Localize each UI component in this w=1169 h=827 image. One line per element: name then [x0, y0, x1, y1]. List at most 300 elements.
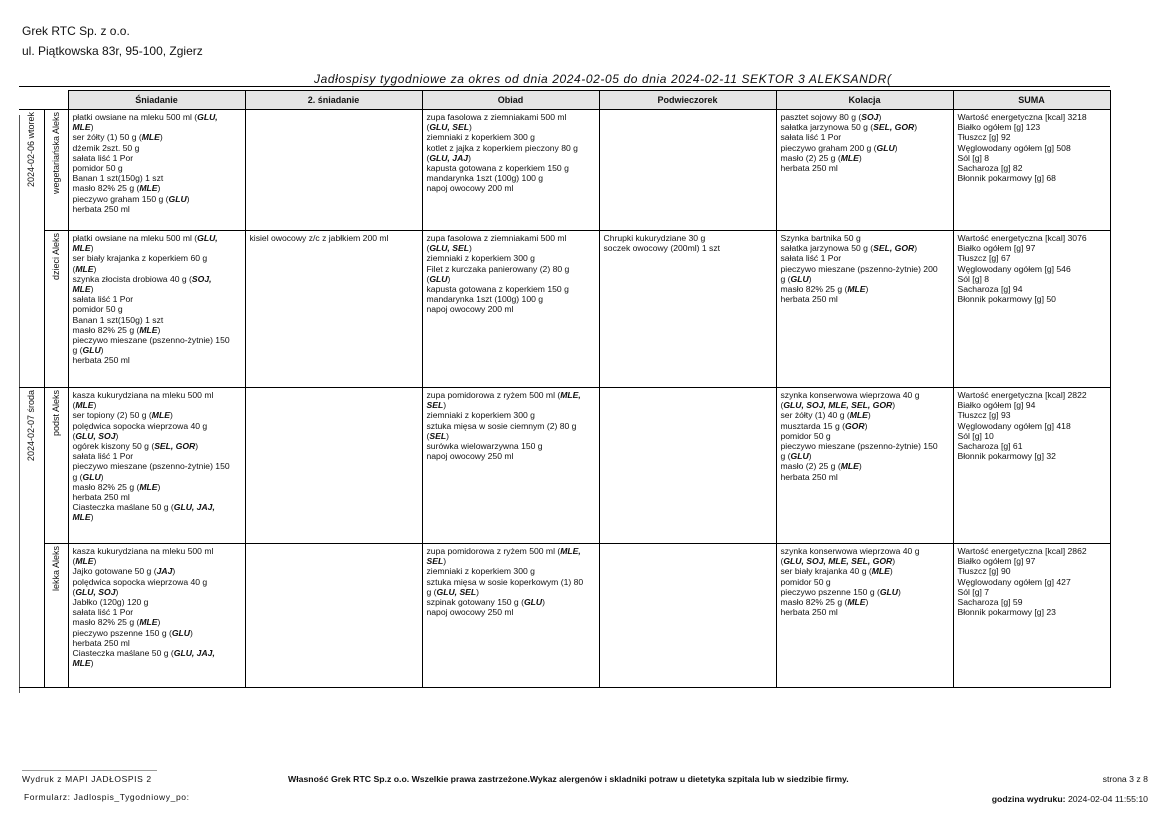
menu-line [958, 253, 1106, 263]
menu-line [73, 253, 241, 263]
item-text: Sacharoza [g] 82 [957, 163, 1023, 174]
menu-line [958, 243, 1106, 253]
menu-line [73, 502, 241, 512]
menu-line [250, 233, 418, 243]
item-text: Węglowodany ogółem [g] 418 [957, 420, 1071, 431]
item-text: pieczywo mieszane (pszenno-żytnie) 150 [72, 461, 230, 472]
allergen-code: SEL [429, 430, 447, 441]
item-text: ) [864, 420, 868, 431]
menu-line [73, 163, 241, 173]
item-text: ) [867, 410, 871, 421]
allergen-code: MLE [75, 400, 94, 411]
menu-line [781, 472, 949, 482]
item-text: Sacharoza [g] 59 [957, 597, 1023, 608]
item-text: Jabłko (120g) 120 g [72, 597, 149, 608]
allergen-code: GLU [171, 627, 191, 638]
item-text: ) [468, 152, 471, 163]
item-text: ) [90, 658, 94, 669]
item-text: ) [865, 284, 869, 295]
menu-line [781, 264, 949, 274]
item-text: ) [100, 471, 104, 482]
allergen-code: GLU [82, 471, 101, 482]
menu-line [781, 421, 949, 431]
item-text: ( [780, 400, 784, 411]
allergen-code: MLE [139, 481, 158, 492]
menu-line [427, 173, 595, 183]
allergen-code: MLE [847, 284, 866, 295]
item-text: Tłuszcz [g] 67 [957, 253, 1011, 264]
menu-line [73, 482, 241, 492]
menu-line [427, 566, 595, 576]
item-text: ziemniaki z koperkiem 300 g [426, 132, 535, 143]
second-breakfast-cell [245, 110, 422, 231]
menu-line [73, 183, 241, 193]
item-text: Ciasteczka maślane 50 g ( [72, 502, 174, 513]
item-text: ) [892, 556, 896, 567]
menu-line [427, 410, 595, 420]
item-text: herbata 250 ml [72, 492, 130, 503]
item-text: zupa fasolowa z ziemniakami 500 ml [426, 233, 567, 243]
diet-cell [44, 388, 68, 544]
allergen-code: GLU [879, 586, 899, 597]
footer-form: Formularz: Jadlospis_Tygodniowy_po: [24, 792, 190, 802]
diet-name: wegetariańska Aleks [50, 112, 61, 195]
menu-line [958, 400, 1106, 410]
menu-line [781, 233, 949, 243]
menu-line [781, 431, 949, 441]
item-text: ) [100, 345, 104, 356]
lunch-cell [422, 110, 599, 231]
dinner-cell [776, 388, 953, 544]
item-text: Błonnik pokarmowy [g] 68 [957, 173, 1056, 184]
menu-line [427, 577, 595, 587]
diet-name: dzieci Aleks [50, 233, 61, 281]
item-text: masło (2) 25 g ( [780, 152, 841, 163]
allergen-code: JAJ [156, 566, 173, 577]
item-text: ) [443, 400, 447, 411]
item-text: ( [426, 273, 430, 284]
item-text: Szynka bartnika 50 g [780, 233, 861, 243]
item-text: ) [914, 122, 918, 133]
allergen-code: GLU, JAJ [429, 152, 469, 163]
menu-line [427, 122, 595, 132]
item-text: ) [446, 430, 449, 441]
menu-line [427, 112, 595, 122]
menu-line [73, 325, 241, 335]
item-text: g ( [426, 586, 437, 597]
allergen-code: MLE [847, 597, 866, 608]
item-text: ziemniaki z koperkiem 300 g [426, 253, 535, 264]
item-text: masło 82% 25 g ( [72, 617, 140, 628]
menu-line [781, 132, 949, 142]
menu-line [427, 253, 595, 263]
menu-line [958, 421, 1106, 431]
menu-line [73, 132, 241, 142]
menu-line [958, 132, 1106, 142]
menu-line [781, 143, 949, 153]
menu-line [73, 233, 241, 243]
item-text: pieczywo mieszane (pszenno-żytnie) 200 [780, 263, 938, 274]
item-text: napoj owocowy 200 ml [426, 183, 514, 194]
allergen-code: SEL, GOR [154, 441, 196, 452]
item-text: Błonnik pokarmowy [g] 50 [957, 294, 1056, 305]
menu-line [781, 546, 949, 556]
menu-line [427, 441, 595, 451]
menu-line [73, 243, 241, 253]
diet-cell [44, 231, 68, 388]
allergen-code: GLU, JAJ, [173, 648, 215, 659]
item-text: masło 82% 25 g ( [72, 481, 140, 492]
column-header-breakfast: Śniadanie [68, 91, 245, 110]
item-text: sztuka mięsa w sosie ciemnym (2) 80 g [426, 420, 577, 431]
menu-line [73, 122, 241, 132]
menu-line [73, 577, 241, 587]
column-header-afternoon-snack: Podwieczorek [599, 91, 776, 110]
item-text: g ( [780, 451, 791, 462]
item-text: pomidor 50 g [780, 576, 831, 587]
menu-line [73, 294, 241, 304]
column-header-lunch: Obiad [422, 91, 599, 110]
item-text: ziemniaki z koperkiem 300 g [426, 566, 535, 577]
item-text: Tłuszcz [g] 90 [957, 566, 1011, 577]
item-text: zupa pomidorowa z ryżem 500 ml ( [426, 546, 561, 556]
menu-line [73, 355, 241, 365]
menu-line [958, 566, 1106, 576]
menu-line [781, 451, 949, 461]
menu-line [427, 153, 595, 163]
menu-line [427, 597, 595, 607]
item-text: sałata liść 1 Por [72, 607, 134, 618]
allergen-code: GLU, SEL [436, 586, 477, 597]
company-name: Grek RTC Sp. z o.o. [22, 24, 130, 38]
menu-line [73, 143, 241, 153]
item-text: herbata 250 ml [72, 637, 130, 648]
item-text: ) [90, 512, 94, 523]
item-text: ) [542, 597, 545, 608]
item-text: herbata 250 ml [72, 355, 130, 366]
item-text: pieczywo pszenne 150 g ( [780, 586, 880, 597]
item-text: ) [443, 556, 447, 567]
menu-row [19, 388, 1110, 544]
company-address: ul. Piątkowska 83r, 95-100, Zgierz [22, 44, 203, 58]
allergen-code: GLU [82, 345, 101, 356]
allergen-code: SEL, GOR [873, 243, 915, 254]
menu-line [604, 233, 772, 243]
menu-line [958, 451, 1106, 461]
item-text: Filet z kurczaka panierowany (2) 80 g [426, 263, 570, 274]
day-date: 2024-02-06 wtorek [26, 112, 37, 188]
item-text: Sól [g] 8 [957, 152, 990, 163]
menu-line [781, 294, 949, 304]
item-text: mandarynka 1szt (100g) 100 g [426, 294, 544, 305]
menu-line [958, 390, 1106, 400]
item-text: masło 82% 25 g ( [72, 183, 140, 194]
item-text: ( [72, 263, 76, 274]
item-text: szynka konserwowa wieprzowa 40 g [780, 390, 920, 400]
allergen-code: MLE [75, 263, 94, 274]
item-text: ) [93, 556, 97, 567]
menu-line [73, 597, 241, 607]
item-text: masło 82% 25 g ( [780, 284, 848, 295]
item-text: Sól [g] 8 [957, 273, 990, 284]
menu-line [958, 546, 1106, 556]
allergen-code: GLU, [197, 233, 218, 243]
item-text: kotlet z jajka z koperkiem pieczony 80 g [426, 142, 578, 153]
menu-line [781, 122, 949, 132]
item-text: herbata 250 ml [72, 203, 130, 214]
diet-name: lekka Aleks [50, 546, 61, 592]
item-text: ) [476, 586, 480, 597]
menu-line [781, 400, 949, 410]
day-date-cell [19, 388, 44, 688]
menu-row [19, 231, 1110, 388]
allergen-code: GLU, JAJ, [173, 502, 215, 513]
item-text: kasza kukurydziana na mleku 500 ml [72, 390, 214, 400]
allergen-code: GLU [790, 451, 809, 462]
frame-top-line [19, 86, 1110, 87]
item-text: Białko ogółem [g] 123 [957, 122, 1041, 133]
menu-line [73, 274, 241, 284]
menu-line [73, 390, 241, 400]
menu-line [73, 421, 241, 431]
allergen-code: MLE [871, 566, 890, 577]
menu-line [427, 132, 595, 142]
day-date-cell [19, 110, 44, 388]
allergen-code: MLE [849, 410, 868, 421]
menu-line [958, 233, 1106, 243]
item-text: sztuka mięsa w sosie koperkowym (1) 80 [426, 576, 584, 587]
item-text: ) [115, 586, 119, 597]
menu-line [958, 431, 1106, 441]
menu-line [781, 461, 949, 471]
allergen-code: GLU, SEL [429, 243, 470, 254]
item-text: sałatka jarzynowa 50 g ( [780, 243, 874, 254]
menu-line [427, 143, 595, 153]
menu-line [781, 410, 949, 420]
item-text: Wartość energetyczna [kcal] 3218 [957, 112, 1087, 122]
item-text: ) [447, 273, 451, 284]
item-text: herbata 250 ml [780, 607, 838, 618]
item-text: Tłuszcz [g] 92 [957, 132, 1011, 143]
menu-line [958, 173, 1106, 183]
afternoon-snack-cell [599, 544, 776, 688]
allergen-code: MLE [151, 410, 170, 421]
item-text: ) [858, 461, 862, 472]
menu-line [781, 163, 949, 173]
breakfast-cell [68, 388, 245, 544]
item-text: polędwica sopocka wieprzowa 40 g [72, 576, 208, 587]
item-text: ) [858, 152, 862, 163]
menu-line [958, 284, 1106, 294]
menu-line [958, 143, 1106, 153]
header-blank [44, 91, 68, 110]
item-text: ) [159, 132, 163, 143]
menu-line [604, 243, 772, 253]
allergen-code: GLU [790, 273, 809, 284]
breakfast-cell [68, 544, 245, 688]
menu-line [781, 566, 949, 576]
item-text: Węglowodany ogółem [g] 508 [957, 142, 1071, 153]
footer-line [22, 770, 157, 771]
menu-line [73, 451, 241, 461]
menu-line [958, 294, 1106, 304]
menu-line [73, 628, 241, 638]
menu-line [427, 451, 595, 461]
menu-line [73, 112, 241, 122]
item-text: sałata liść 1 Por [72, 294, 134, 305]
document-title: Jadłospisy tygodniowe za okres od dnia 2024-02-05 do dnia 2024-02-11 SEKTOR 3 ALEKSANDR( [314, 72, 892, 86]
item-text: Banan 1 szt(150g) 1 szt [72, 173, 164, 184]
allergen-code: GLU [429, 273, 448, 284]
item-text: ( [72, 586, 76, 597]
menu-line [427, 390, 595, 400]
allergen-code: MLE [141, 132, 160, 143]
item-text: Błonnik pokarmowy [g] 32 [957, 451, 1056, 462]
menu-line [427, 284, 595, 294]
menu-line [73, 658, 241, 668]
allergen-code: MLE, [560, 546, 581, 556]
allergen-code: SOJ [861, 112, 879, 122]
allergen-code: MLE, [560, 390, 581, 400]
item-text: ) [865, 597, 869, 608]
day-date: 2024-02-07 środa [26, 390, 37, 462]
item-text: pieczywo mieszane (pszenno-żytnie) 150 [72, 335, 230, 346]
diet-cell [44, 544, 68, 688]
item-text: napoj owocowy 250 ml [426, 607, 514, 618]
item-text: Tłuszcz [g] 93 [957, 410, 1011, 421]
item-text: Wartość energetyczna [kcal] 2862 [957, 546, 1087, 556]
menu-line [958, 122, 1106, 132]
item-text: ) [93, 263, 97, 274]
allergen-code: SOJ, [191, 273, 212, 284]
menu-line [73, 194, 241, 204]
allergen-code: MLE [840, 152, 859, 163]
menu-line [427, 400, 595, 410]
item-text: Białko ogółem [g] 97 [957, 243, 1036, 254]
menu-line [781, 284, 949, 294]
afternoon-snack-cell [599, 110, 776, 231]
menu-line [73, 617, 241, 627]
dinner-cell [776, 110, 953, 231]
item-text: pomidor 50 g [72, 304, 123, 315]
menu-line [73, 173, 241, 183]
allergen-code: GLU [876, 142, 895, 153]
item-text: g ( [780, 273, 791, 284]
breakfast-cell [68, 110, 245, 231]
item-text: ( [72, 430, 76, 441]
allergen-code: MLE [840, 461, 859, 472]
menu-line [73, 556, 241, 566]
second-breakfast-cell [245, 231, 422, 388]
menu-line [427, 556, 595, 566]
item-text: Sól [g] 10 [957, 430, 994, 441]
item-text: dżemik 2szt. 50 g [72, 142, 140, 153]
print-time-label: godzina wydruku: [991, 794, 1066, 804]
item-text: Białko ogółem [g] 97 [957, 556, 1036, 567]
item-text: napoj owocowy 250 ml [426, 451, 514, 462]
item-text: mandarynka 1szt (100g) 100 g [426, 173, 544, 184]
item-text: ) [190, 627, 193, 638]
footer-printout: Wydruk z MAPI JADŁOSPIS 2 [22, 774, 152, 784]
menu-line [73, 335, 241, 345]
item-text: ) [157, 481, 161, 492]
item-text: ( [426, 243, 430, 254]
item-text: pieczywo pszenne 150 g ( [72, 627, 172, 638]
page-number: strona 3 z 8 [1102, 774, 1148, 784]
item-text: ( [780, 556, 784, 567]
breakfast-cell [68, 231, 245, 388]
item-text: sałata liść 1 Por [72, 451, 134, 462]
item-text: szpinak gotowany 150 g ( [426, 597, 524, 608]
menu-line [958, 607, 1106, 617]
menu-line [73, 546, 241, 556]
item-text: Błonnik pokarmowy [g] 23 [957, 607, 1056, 618]
item-text: pasztet sojowy 80 g ( [780, 112, 862, 122]
menu-line [73, 566, 241, 576]
item-text: polędwica sopocka wieprzowa 40 g [72, 420, 208, 431]
menu-line [781, 243, 949, 253]
menu-line [781, 112, 949, 122]
allergen-code: MLE [139, 324, 158, 335]
item-text: ) [157, 183, 161, 194]
item-text: Jajko gotowane 50 g ( [72, 566, 157, 577]
menu-line [958, 577, 1106, 587]
item-text: masło (2) 25 g ( [780, 461, 841, 472]
allergen-code: GLU, SOJ, MLE, SEL, GOR [783, 400, 893, 411]
item-text: ) [93, 400, 97, 411]
lunch-cell [422, 544, 599, 688]
item-text: ) [898, 586, 901, 597]
diet-name: podst Aleks [50, 390, 61, 437]
menu-line [73, 304, 241, 314]
menu-line [73, 648, 241, 658]
menu-line [73, 441, 241, 451]
menu-line [73, 607, 241, 617]
print-time-value: 2024-02-04 11:55:10 [1067, 794, 1148, 804]
item-text: ser biały krajanka 40 g ( [780, 566, 872, 577]
item-text: ) [157, 617, 161, 628]
menu-line [781, 607, 949, 617]
item-text: pieczywo mieszane (pszenno-żytnie) 150 [780, 441, 938, 452]
item-text: ) [90, 122, 94, 133]
item-text: herbata 250 ml [780, 294, 838, 305]
menu-line [781, 441, 949, 451]
allergen-code: SEL, GOR [873, 122, 915, 133]
menu-row [19, 544, 1110, 688]
allergen-code: GLU, SEL [429, 122, 470, 133]
menu-line [427, 163, 595, 173]
item-text: Wartość energetyczna [kcal] 2822 [957, 390, 1087, 400]
item-text: sałata liść 1 Por [780, 253, 842, 264]
menu-line [958, 112, 1106, 122]
allergen-code: MLE [72, 284, 91, 295]
column-header-dinner: Kolacja [776, 91, 953, 110]
item-text: ser żółty (1) 40 g ( [780, 410, 850, 421]
column-header-sum: SUMA [953, 91, 1110, 110]
item-text: sałata liść 1 Por [72, 152, 134, 163]
item-text: zupa fasolowa z ziemniakami 500 ml [426, 112, 567, 122]
menu-line [781, 153, 949, 163]
item-text: ) [90, 284, 94, 295]
allergen-code: MLE [75, 556, 94, 567]
item-text: sałatka jarzynowa 50 g ( [780, 122, 874, 133]
item-text: pomidor 50 g [72, 163, 123, 174]
menu-line [427, 304, 595, 314]
menu-line [781, 556, 949, 566]
item-text: ) [914, 243, 918, 254]
menu-line [427, 264, 595, 274]
allergen-code: GLU [168, 193, 187, 204]
